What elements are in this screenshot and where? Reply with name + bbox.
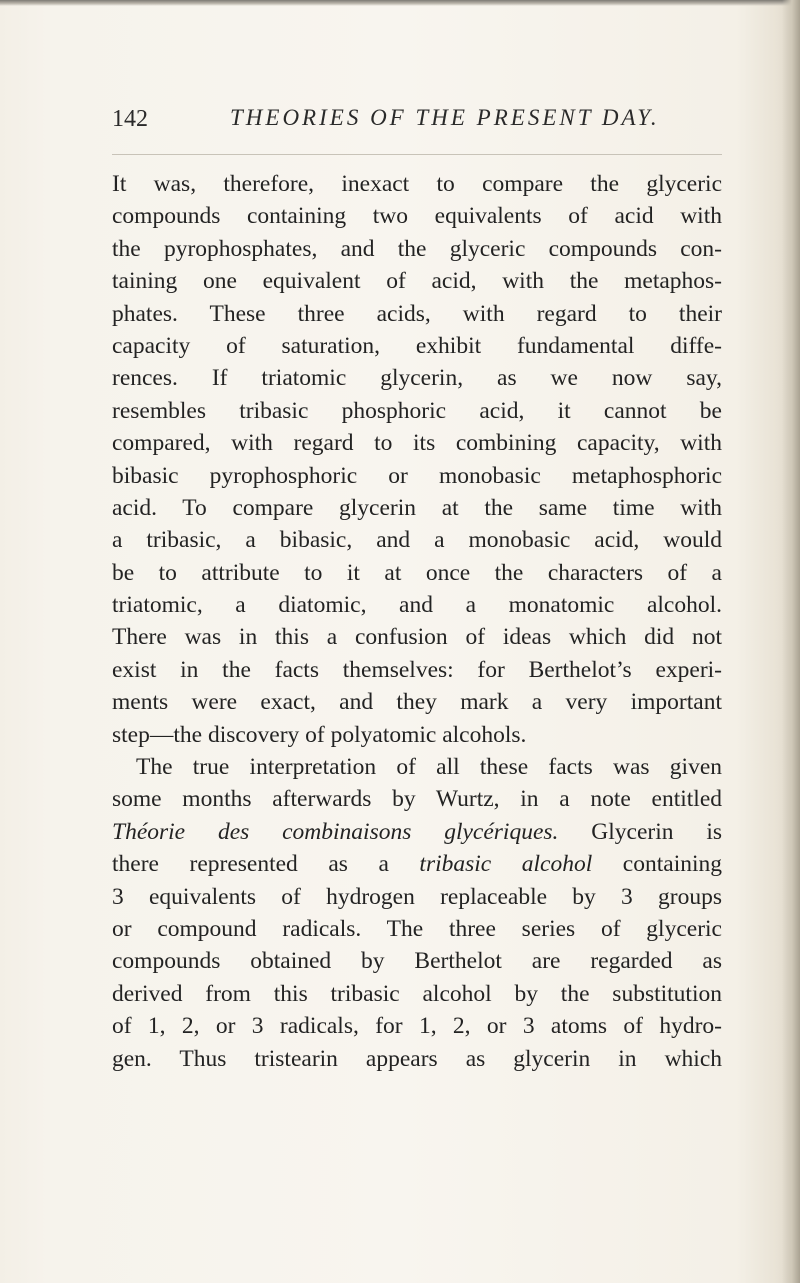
- text-line: capacity of saturation, exhibit fundamental diffe-: [112, 332, 722, 359]
- page-header: [112, 106, 722, 138]
- text-line: step—the discovery of polyatomic alcohols.: [112, 721, 527, 748]
- text-line: gen. Thus tristearin appears as glycerin in which: [112, 1045, 722, 1072]
- text-line: the pyrophosphates, and the glyceric compounds con-: [112, 235, 722, 262]
- text-line: The true interpretation of all these facts was given: [136, 754, 722, 781]
- text-line: ments were exact, and they mark a very important: [112, 689, 722, 716]
- text-line: phates. These three acids, with regard to their: [112, 300, 722, 327]
- text-line-mixed: [112, 848, 722, 880]
- text-segment: there represented as a: [112, 851, 420, 878]
- text-line: a tribasic, a bibasic, and a monobasic acid, would: [112, 527, 722, 554]
- header-rule: [112, 154, 722, 155]
- page-number: 142: [112, 106, 148, 132]
- body-text: [112, 168, 722, 1075]
- italic-term: tribasic alcohol: [419, 851, 593, 878]
- text-line: acid. To compare glycerin at the same time with: [112, 494, 722, 521]
- text-segment: Glycerin is: [558, 818, 722, 845]
- text-segment: containing: [592, 851, 723, 878]
- running-head: THEORIES OF THE PRESENT DAY.: [230, 105, 660, 130]
- text-line: derived from this tribasic alcohol by the substitution: [112, 980, 722, 1007]
- text-line: of 1, 2, or 3 radicals, for 1, 2, or 3 atoms of hydro-: [112, 1013, 722, 1040]
- text-line: compounds obtained by Berthelot are regarded as: [112, 948, 722, 975]
- text-line: resembles tribasic phosphoric acid, it cannot be: [112, 397, 722, 424]
- text-line: bibasic pyrophosphoric or monobasic metaphosphoric: [112, 462, 722, 489]
- italic-title: Théorie des combinaisons glycériques.: [112, 818, 559, 845]
- text-line: be to attribute to it at once the characters of a: [112, 559, 722, 586]
- text-line: 3 equivalents of hydrogen replaceable by 3 groups: [112, 883, 722, 910]
- text-line-mixed: [112, 816, 722, 848]
- page-right-edge-shadow: [782, 0, 800, 1283]
- text-line: compared, with regard to its combining capacity, with: [112, 430, 722, 457]
- text-line: some months afterwards by Wurtz, in a note entitled: [112, 786, 722, 813]
- page-top-edge-shadow: [0, 0, 800, 6]
- text-line: It was, therefore, inexact to compare the glyceric: [112, 171, 722, 197]
- text-line: There was in this a confusion of ideas which did not: [112, 624, 722, 651]
- text-line: compounds containing two equivalents of acid with: [112, 203, 722, 230]
- text-line: taining one equivalent of acid, with the metaphos-: [112, 268, 722, 295]
- text-line: rences. If triatomic glycerin, as we now say,: [112, 365, 722, 392]
- text-line: exist in the facts themselves: for Berthelot’s experi-: [112, 656, 722, 683]
- text-line: or compound radicals. The three series of glyceric: [112, 915, 722, 942]
- text-line: triatomic, a diatomic, and a monatomic alcohol.: [112, 592, 722, 619]
